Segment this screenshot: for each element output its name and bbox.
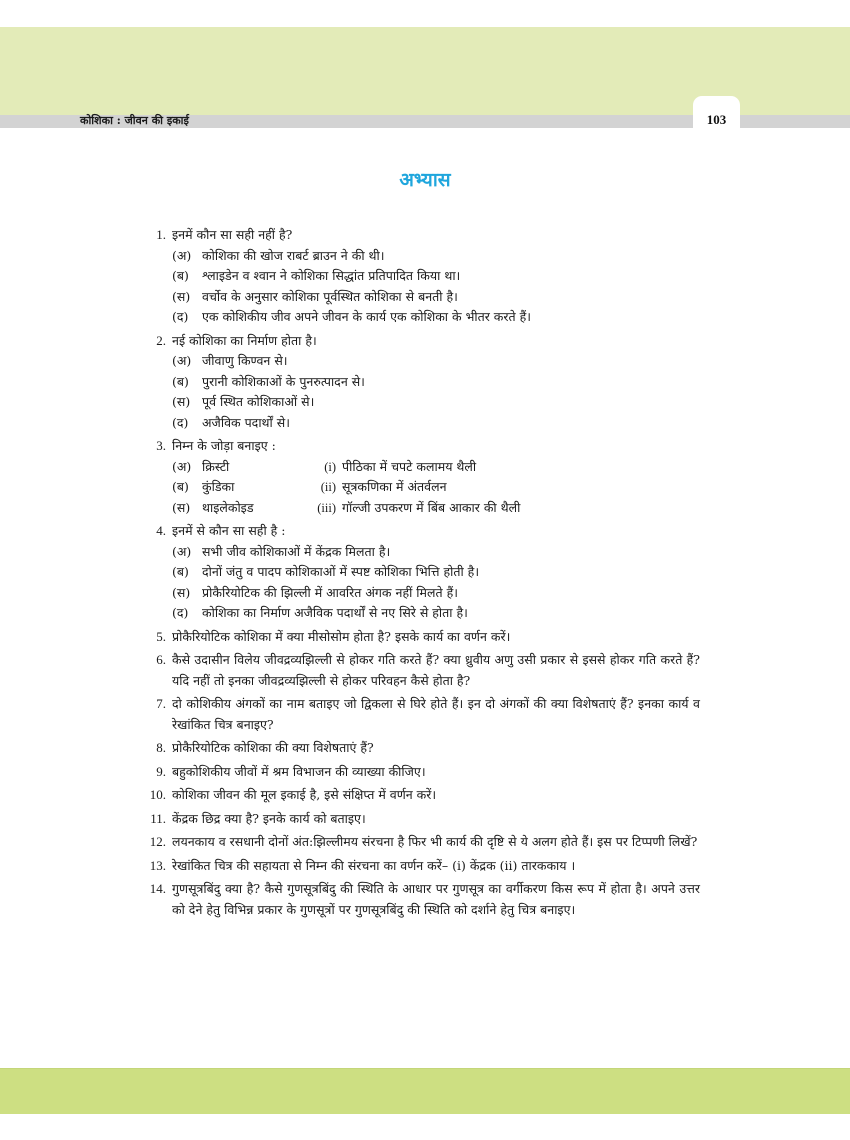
match-left-text: थाइलेकोइड — [202, 499, 254, 515]
question-number: 4. — [156, 523, 166, 538]
option-text: जीवाणु किण्वन से। — [202, 353, 288, 368]
question-4 — [140, 521, 700, 624]
option — [172, 413, 700, 434]
question-number: 11. — [150, 810, 166, 826]
option-label: (स) — [172, 394, 191, 409]
question-10 — [140, 785, 700, 806]
option-text: पुरानी कोशिकाओं के पुनरुत्पादन से। — [202, 373, 365, 389]
option-text: सभी जीव कोशिकाओं में केंद्रक मिलता है। — [202, 543, 391, 559]
match-row — [172, 498, 700, 519]
match-right-text: सूत्रकणिका में अंतर्वलन — [342, 479, 447, 494]
question-number: 10. — [149, 787, 166, 802]
option — [172, 287, 700, 308]
question-1 — [140, 225, 700, 328]
match-left-label: (अ) — [172, 458, 192, 474]
option — [172, 603, 700, 624]
option-text: प्रोकैरियोटिक की झिल्ली में आवरित अंगक नहीं मिलते हैं। — [202, 584, 458, 600]
running-head: कोशिका : जीवन की इकाई — [80, 114, 189, 127]
page-number: 103 — [706, 112, 727, 127]
question-text: प्रोकैरियोटिक कोशिका में क्या मीसोसोम होता है? इसके कार्य का वर्णन करें। — [172, 628, 511, 644]
question-14 — [140, 879, 700, 920]
match-right-label: (ii) — [320, 480, 336, 494]
match-left-label: (स) — [172, 499, 191, 515]
question-12 — [140, 832, 700, 853]
option-label: (अ) — [172, 353, 192, 368]
option-label: (स) — [172, 288, 191, 304]
option-label: (द) — [172, 309, 189, 324]
question-text: निम्न के जोड़ा बनाइए : — [172, 438, 276, 453]
match-row — [172, 457, 700, 478]
option-label: (अ) — [172, 543, 192, 559]
option-label: (द) — [172, 605, 189, 620]
option-text: एक कोशिकीय जीव अपने जीवन के कार्य एक कोशिका के भीतर करते हैं। — [202, 309, 531, 324]
question-2 — [140, 331, 700, 434]
question-text: नई कोशिका का निर्माण होता है। — [172, 332, 317, 348]
question-number: 13. — [149, 857, 166, 873]
question-number: 3. — [156, 438, 166, 453]
option-label: (ब) — [172, 268, 189, 283]
question-13 — [140, 856, 700, 877]
question-8 — [140, 738, 700, 759]
question-3 — [140, 436, 700, 518]
question-number: 2. — [156, 332, 166, 348]
match-right-label: (iii) — [317, 500, 336, 515]
question-7 — [140, 694, 700, 735]
option-text: श्लाइडेन व श्वान ने कोशिका सिद्धांत प्रतिपादित किया था। — [202, 268, 461, 283]
option-label: (अ) — [172, 247, 192, 263]
match-right-text: पीठिका में चपटे कलामय थैली — [342, 458, 477, 474]
option-text: दोनों जंतु व पादप कोशिकाओं में स्पष्ट कोशिका भित्ति होती है। — [202, 564, 480, 579]
option — [172, 542, 700, 563]
option — [172, 372, 700, 393]
exercise-list — [140, 225, 700, 923]
question-number: 5. — [156, 628, 166, 644]
question-number: 9. — [156, 763, 166, 779]
match-left-label: (ब) — [172, 479, 189, 494]
match-row — [172, 477, 700, 498]
question-number: 12. — [149, 834, 166, 849]
bottom-decorative-band — [0, 1068, 850, 1114]
question-text: केंद्रक छिद्र क्या है? इनके कार्य को बताइए। — [172, 810, 366, 826]
question-number: 14. — [149, 881, 166, 896]
option-label: (ब) — [172, 373, 189, 389]
section-title: अभ्यास — [399, 169, 451, 191]
match-left-text: क्रिस्टी — [202, 458, 230, 474]
question-9 — [140, 762, 700, 783]
option — [172, 307, 700, 328]
question-text: कोशिका जीवन की मूल इकाई है, इसे संक्षिप्त में वर्णन करें। — [172, 787, 437, 802]
question-number: 6. — [156, 652, 166, 667]
option-label: (ब) — [172, 564, 189, 579]
question-text: इनमें से कौन सा सही है : — [172, 523, 286, 538]
option — [172, 392, 700, 413]
question-5 — [140, 627, 700, 648]
question-text: प्रोकैरियोटिक कोशिका की क्या विशेषताएं हैं? — [172, 740, 374, 755]
option-text: वर्चोव के अनुसार कोशिका पूर्वस्थित कोशिका से बनती है। — [202, 288, 458, 304]
option — [172, 266, 700, 287]
question-number: 1. — [156, 227, 166, 242]
option — [172, 351, 700, 372]
option — [172, 562, 700, 583]
question-text: बहुकोशिकीय जीवों में श्रम विभाजन की व्याख्या कीजिए। — [172, 763, 426, 779]
option-text: कोशिका का निर्माण अजैविक पदार्थों से नए सिरे से होता है। — [202, 605, 468, 620]
match-right-text: गॉल्जी उपकरण में बिंब आकार की थैली — [342, 499, 521, 515]
match-left-text: कुंडिका — [202, 479, 235, 494]
option-text: अजैविक पदार्थों से। — [202, 414, 290, 430]
question-text: इनमें कौन सा सही नहीं है? — [172, 227, 293, 242]
option-label: (द) — [172, 414, 189, 430]
question-number: 8. — [156, 740, 166, 755]
question-text: दो कोशिकीय अंगकों का नाम बताइए जो द्विकला से घिरे होते हैं। इन दो अंगकों की क्या विशेषताएं हैं? इनका कार्य व रेखांकित चित्र बनाइए? — [172, 696, 700, 732]
question-11 — [140, 809, 700, 830]
option — [172, 583, 700, 604]
option — [172, 246, 700, 267]
match-right-label: (i) — [324, 459, 336, 474]
option-text: पूर्व स्थित कोशिकाओं से। — [202, 394, 315, 409]
option-text: कोशिका की खोज राबर्ट ब्राउन ने की थी। — [202, 247, 385, 263]
option-label: (स) — [172, 584, 191, 600]
question-text: कैसे उदासीन विलेय जीवद्रव्यझिल्ली से होकर गति करते हैं? क्या ध्रुवीय अणु उसी प्रकार से इससे होकर गति करते हैं? यदि नहीं तो इनका जीवद्रव्यझिल्ली से होकर परिवहन कैसे होता है? — [172, 652, 700, 688]
question-text: रेखांकित चित्र की सहायता से निम्न की संरचना का वर्णन करें– (i) केंद्रक (ii) तारककाय । — [172, 857, 576, 873]
question-6 — [140, 650, 700, 691]
question-text: लयनकाय व रसधानी दोनों अंत:झिल्लीमय संरचना है फिर भी कार्य की दृष्टि से ये अलग होते हैं। इस पर टिप्पणी लिखें? — [172, 834, 698, 849]
question-text: गुणसूत्रबिंदु क्या है? कैसे गुणसूत्रबिंदु की स्थिति के आधार पर गुणसूत्र का वर्गीकरण किस रूप में होता है। अपने उत्तर को देने हेतु विभिन्न प्रकार के गुणसूत्रों पर गुणसूत्रबिंदु की स्थिति को दर्शाने हेतु चित्र बनाइए। — [172, 881, 700, 917]
question-number: 7. — [156, 696, 166, 711]
